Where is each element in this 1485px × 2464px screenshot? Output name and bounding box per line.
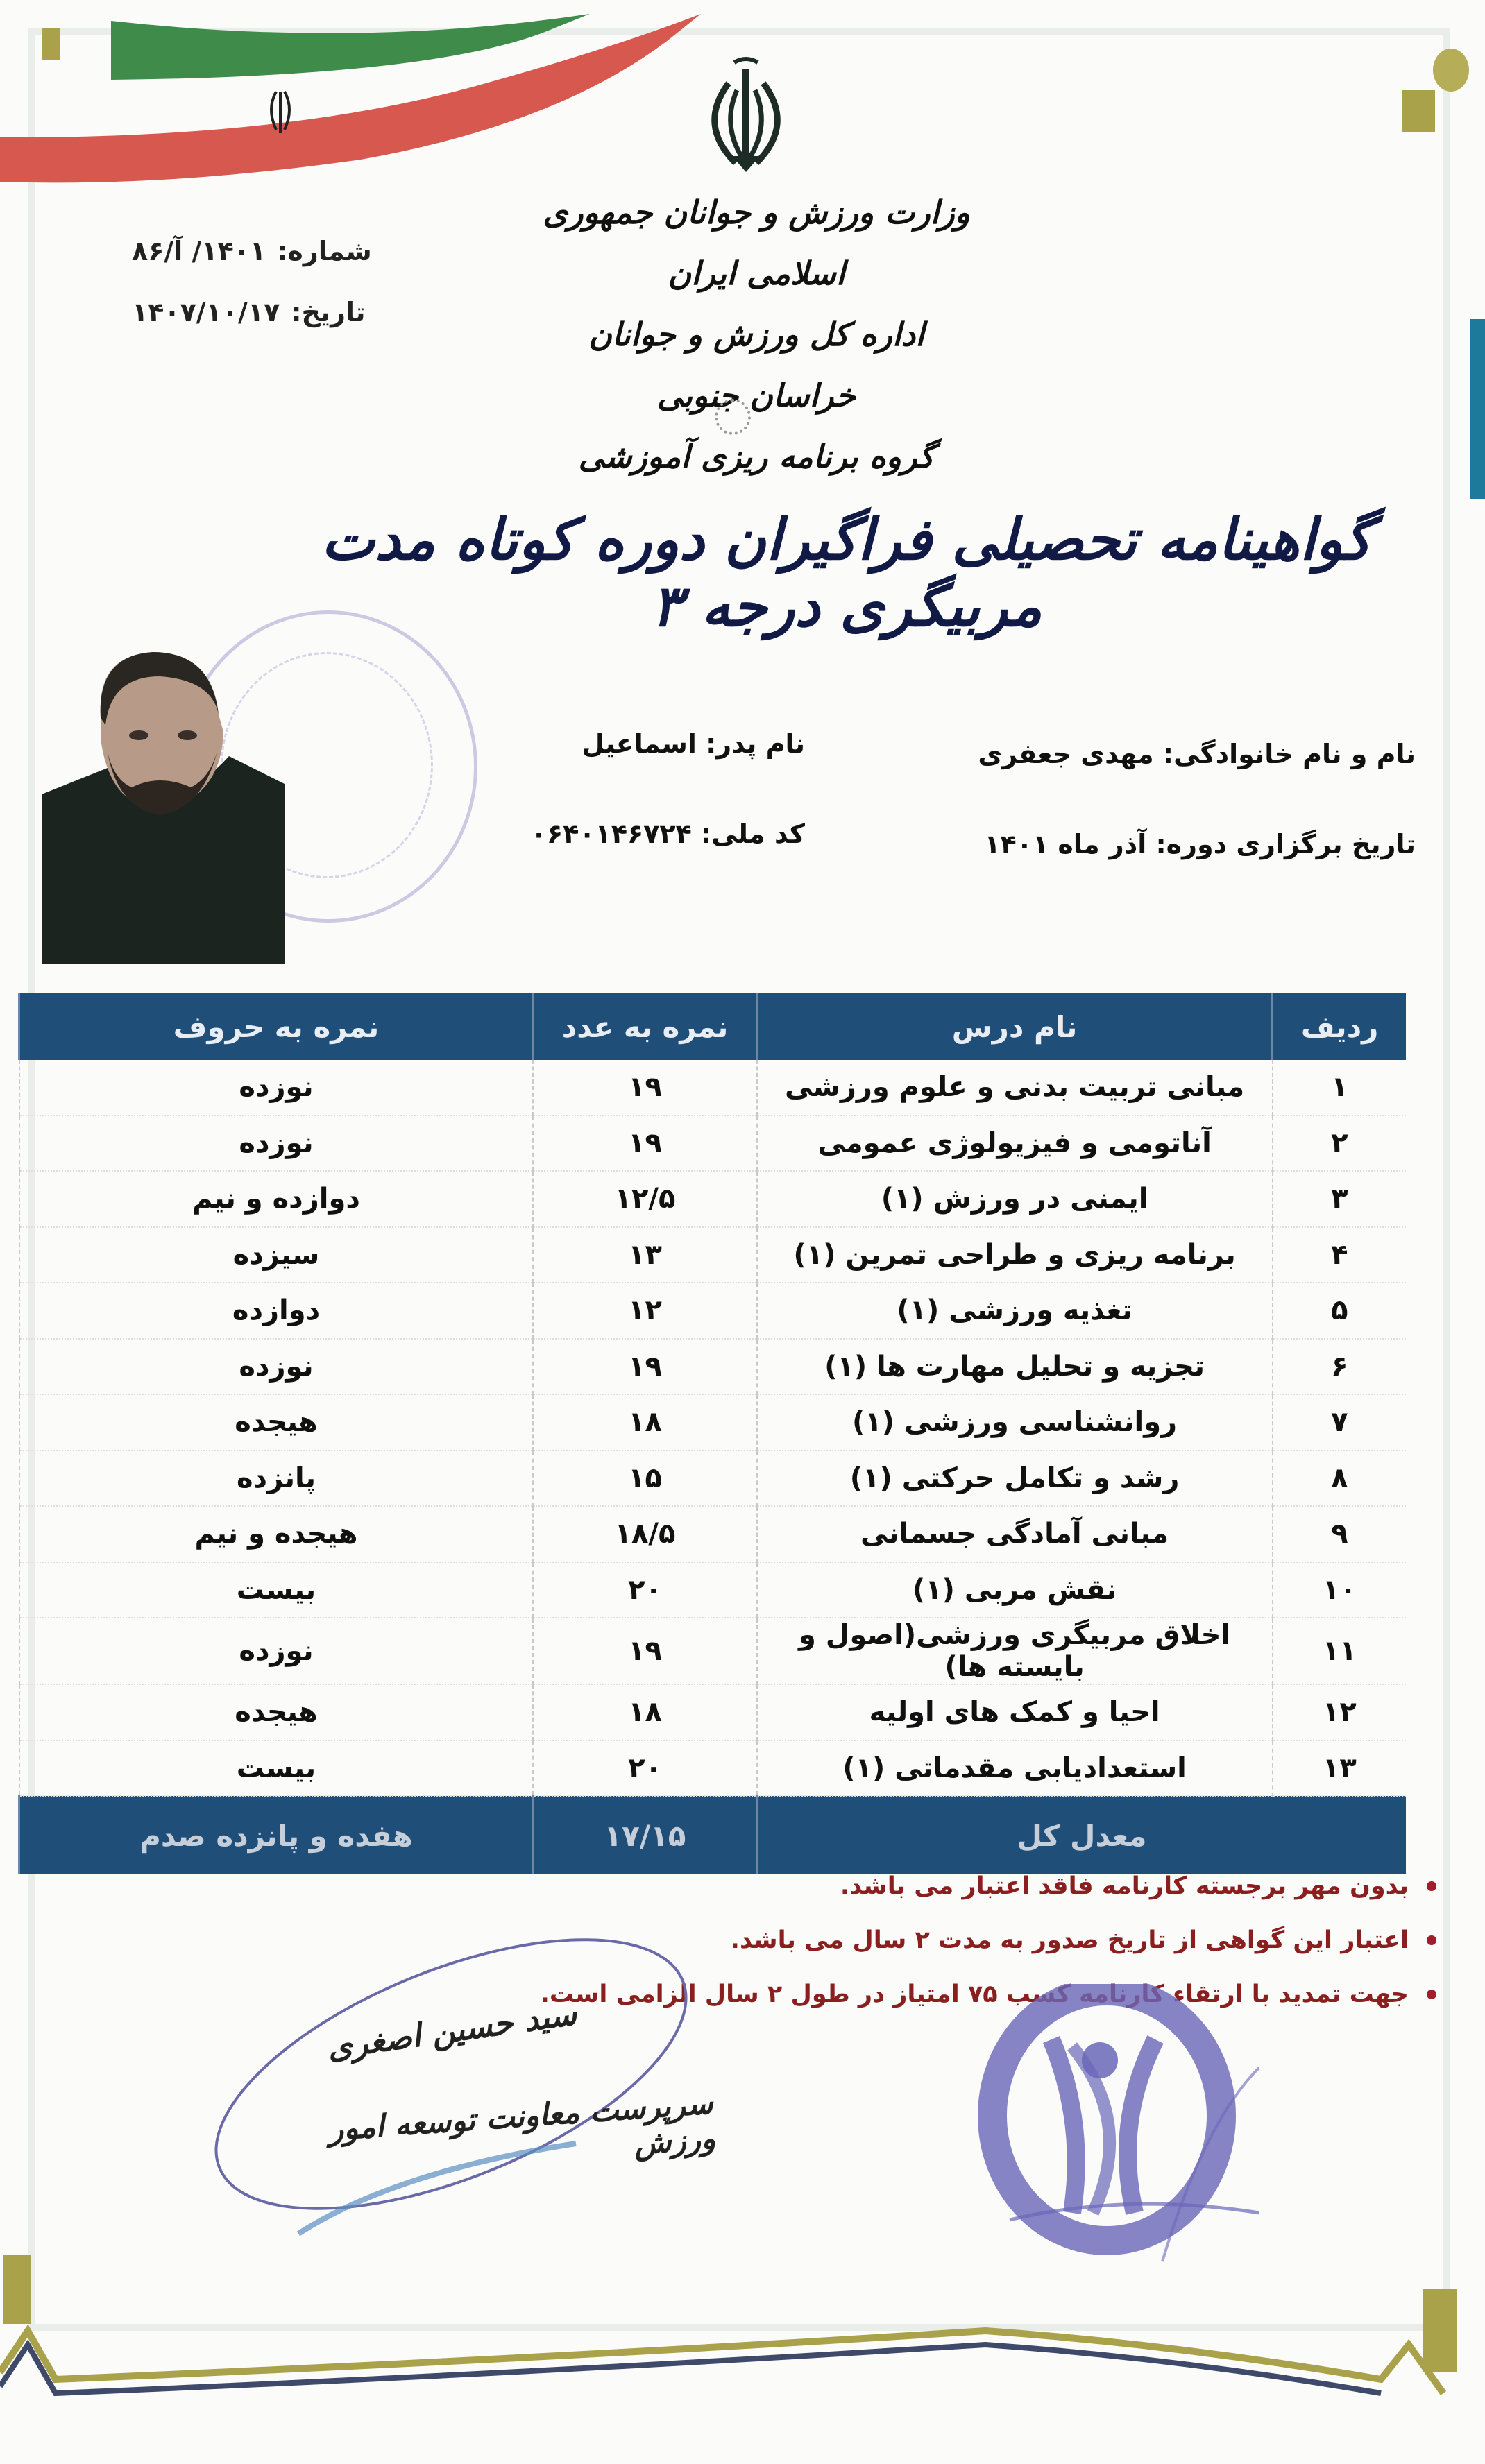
course-name: استعدادیابی مقدماتی (۱) [757,1740,1273,1797]
organization-heading [541,182,971,487]
bullet-icon [1427,1990,1436,1999]
father-name-value: اسماعیل [582,728,697,759]
header-grade-number: نمره به عدد [533,993,756,1060]
grade-number: ۲۰ [533,1562,756,1618]
note-text: جهت تمدید با ارتقاء کارنامه کسب ۷۵ امتیاز در طول ۲ سال الزامی است. [540,1980,1409,2008]
certificate-title: گواهینامه تحصیلی فراگیران دوره کوتاه مدت مربیگری درجه ۳ [321,506,1372,640]
table-row [19,1171,1407,1227]
table-row [19,1562,1407,1618]
header-course-name: نام درس [757,993,1273,1060]
row-number: ۲ [1273,1115,1406,1172]
grade-number: ۲۰ [533,1740,756,1797]
national-code-label: کد ملی: [701,819,805,849]
flag-ribbon [0,0,736,194]
date-label: تاریخ: [291,297,366,327]
table-row [19,1060,1407,1115]
date-value: ۱۴۰۷/۱۰/۱۷ [132,297,280,327]
grade-words: هیجده و نیم [19,1506,534,1562]
number-label: شماره: [277,236,372,266]
course-name: مبانی آمادگی جسمانی [757,1506,1273,1562]
table-row [19,1283,1407,1339]
table-row [19,1227,1407,1283]
grade-words: هیجده [19,1394,534,1451]
course-date-label: تاریخ برگزاری دوره: [1155,829,1416,859]
signature-block [187,1935,715,2241]
row-number: ۱۰ [1273,1562,1406,1618]
course-name: برنامه ریزی و طراحی تمرین (۱) [757,1227,1273,1283]
number-value: ۱۴۰۱/ آ/۸۶ [132,236,266,266]
bottom-decorative-band [0,2317,1485,2400]
row-number: ۶ [1273,1339,1406,1395]
row-number: ۷ [1273,1394,1406,1451]
directorate-name: اداره کل ورزش و جوانان خراسان جنوبی [588,316,924,414]
table-row [19,1115,1407,1172]
department-name: گروه برنامه ریزی آموزشی [578,438,935,475]
course-date-field [977,829,1416,859]
grade-words: سیزده [19,1227,534,1283]
course-name: روانشناسی ورزشی (۱) [757,1394,1273,1451]
course-name: نقش مربی (۱) [757,1562,1273,1618]
flag-emblem-icon [271,92,289,133]
row-number: ۱ [1273,1060,1406,1115]
grade-words: هیجده [19,1684,534,1740]
row-number: ۱۳ [1273,1740,1406,1797]
grade-number: ۱۳ [533,1227,756,1283]
note-text: اعتبار این گواهی از تاریخ صدور به مدت ۲ سال می باشد. [730,1926,1409,1954]
grade-words: نوزده [19,1115,534,1172]
total-average-number: ۱۷/۱۵ [533,1796,756,1874]
bullet-icon [1427,1935,1436,1945]
row-number: ۱۲ [1273,1684,1406,1740]
iran-emblem-icon [694,55,798,173]
grade-words: نوزده [19,1060,534,1115]
full-name-value: مهدی جعفری [978,739,1154,769]
document-meta [132,221,382,343]
grades-table [18,993,1406,1874]
document-date [132,282,382,343]
grade-words: دوازده [19,1283,534,1339]
frame-corner-square [3,2255,31,2324]
note-item [527,1859,1436,1913]
course-name: آناتومی و فیزیولوژی عمومی [757,1115,1273,1172]
grade-words: بیست [19,1562,534,1618]
national-code-value: ۰۶۴۰۱۴۶۷۲۴ [530,819,692,849]
grade-number: ۱۹ [533,1339,756,1395]
flag-green-band [111,14,590,80]
course-name: مبانی تربیت بدنی و علوم ورزشی [757,1060,1273,1115]
table-row [19,1451,1407,1507]
header-grade-words: نمره به حروف [19,993,534,1060]
bullet-icon [1427,1881,1436,1891]
table-row [19,1684,1407,1740]
row-number: ۸ [1273,1451,1406,1507]
grade-words: پانزده [19,1451,534,1507]
signature-oval-icon [187,1935,715,2241]
table-row [19,1339,1407,1395]
grade-number: ۱۹ [533,1115,756,1172]
grade-words: نوزده [19,1618,534,1684]
grade-words: نوزده [19,1339,534,1395]
grade-number: ۱۲/۵ [533,1171,756,1227]
rosette-ornament-icon [715,399,751,435]
total-average-words: هفده و پانزده صدم [19,1796,534,1874]
grade-number: ۱۸ [533,1684,756,1740]
grade-number: ۱۹ [533,1060,756,1115]
course-name: ایمنی در ورزش (۱) [757,1171,1273,1227]
note-text: بدون مهر برجسته کارنامه فاقد اعتبار می باشد. [840,1872,1409,1900]
table-row [19,1740,1407,1797]
row-number: ۵ [1273,1283,1406,1339]
grade-words: دوازده و نیم [19,1171,534,1227]
course-date-value: آذر ماه ۱۴۰۱ [984,829,1147,859]
applicant-photo [42,649,285,964]
row-number: ۱۱ [1273,1618,1406,1684]
grade-number: ۱۸/۵ [533,1506,756,1562]
full-name-field [971,739,1416,769]
course-name: رشد و تکامل حرکتی (۱) [757,1451,1273,1507]
grade-number: ۱۸ [533,1394,756,1451]
table-row [19,1506,1407,1562]
ministry-name: وزارت ورزش و جوانان جمهوری اسلامی ایران [543,194,970,292]
national-code-field [524,819,805,849]
course-name: تجزیه و تحلیل مهارت ها (۱) [757,1339,1273,1395]
grade-number: ۱۹ [533,1618,756,1684]
father-name-label: نام پدر: [706,728,805,759]
row-number: ۳ [1273,1171,1406,1227]
row-number: ۴ [1273,1227,1406,1283]
signatory-name: سید حسین اصغری [325,1994,579,2067]
father-name-field [575,728,805,759]
table-row [19,1394,1407,1451]
frame-corner-square [1402,90,1435,132]
frame-corner-dot [1433,49,1469,92]
total-average-label: معدل کل [757,1796,1407,1874]
frame-teal-edge [1470,319,1485,499]
document-number [132,221,382,282]
grade-words: بیست [19,1740,534,1797]
course-name: تغذیه ورزشی (۱) [757,1283,1273,1339]
row-number: ۹ [1273,1506,1406,1562]
table-header-row [19,993,1407,1060]
full-name-label: نام و نام خانوادگی: [1162,739,1416,769]
grade-number: ۱۲ [533,1283,756,1339]
sports-ministry-seal-icon [968,1984,1259,2275]
course-name: اخلاق مربیگری ورزشی(اصول و بایسته ها) [757,1618,1273,1684]
grade-number: ۱۵ [533,1451,756,1507]
table-row [19,1618,1407,1684]
signatory-position: سرپرست معاونت توسعه امور ورزش [327,2085,717,2162]
header-row-number: ردیف [1273,993,1406,1060]
course-name: احیا و کمک های اولیه [757,1684,1273,1740]
